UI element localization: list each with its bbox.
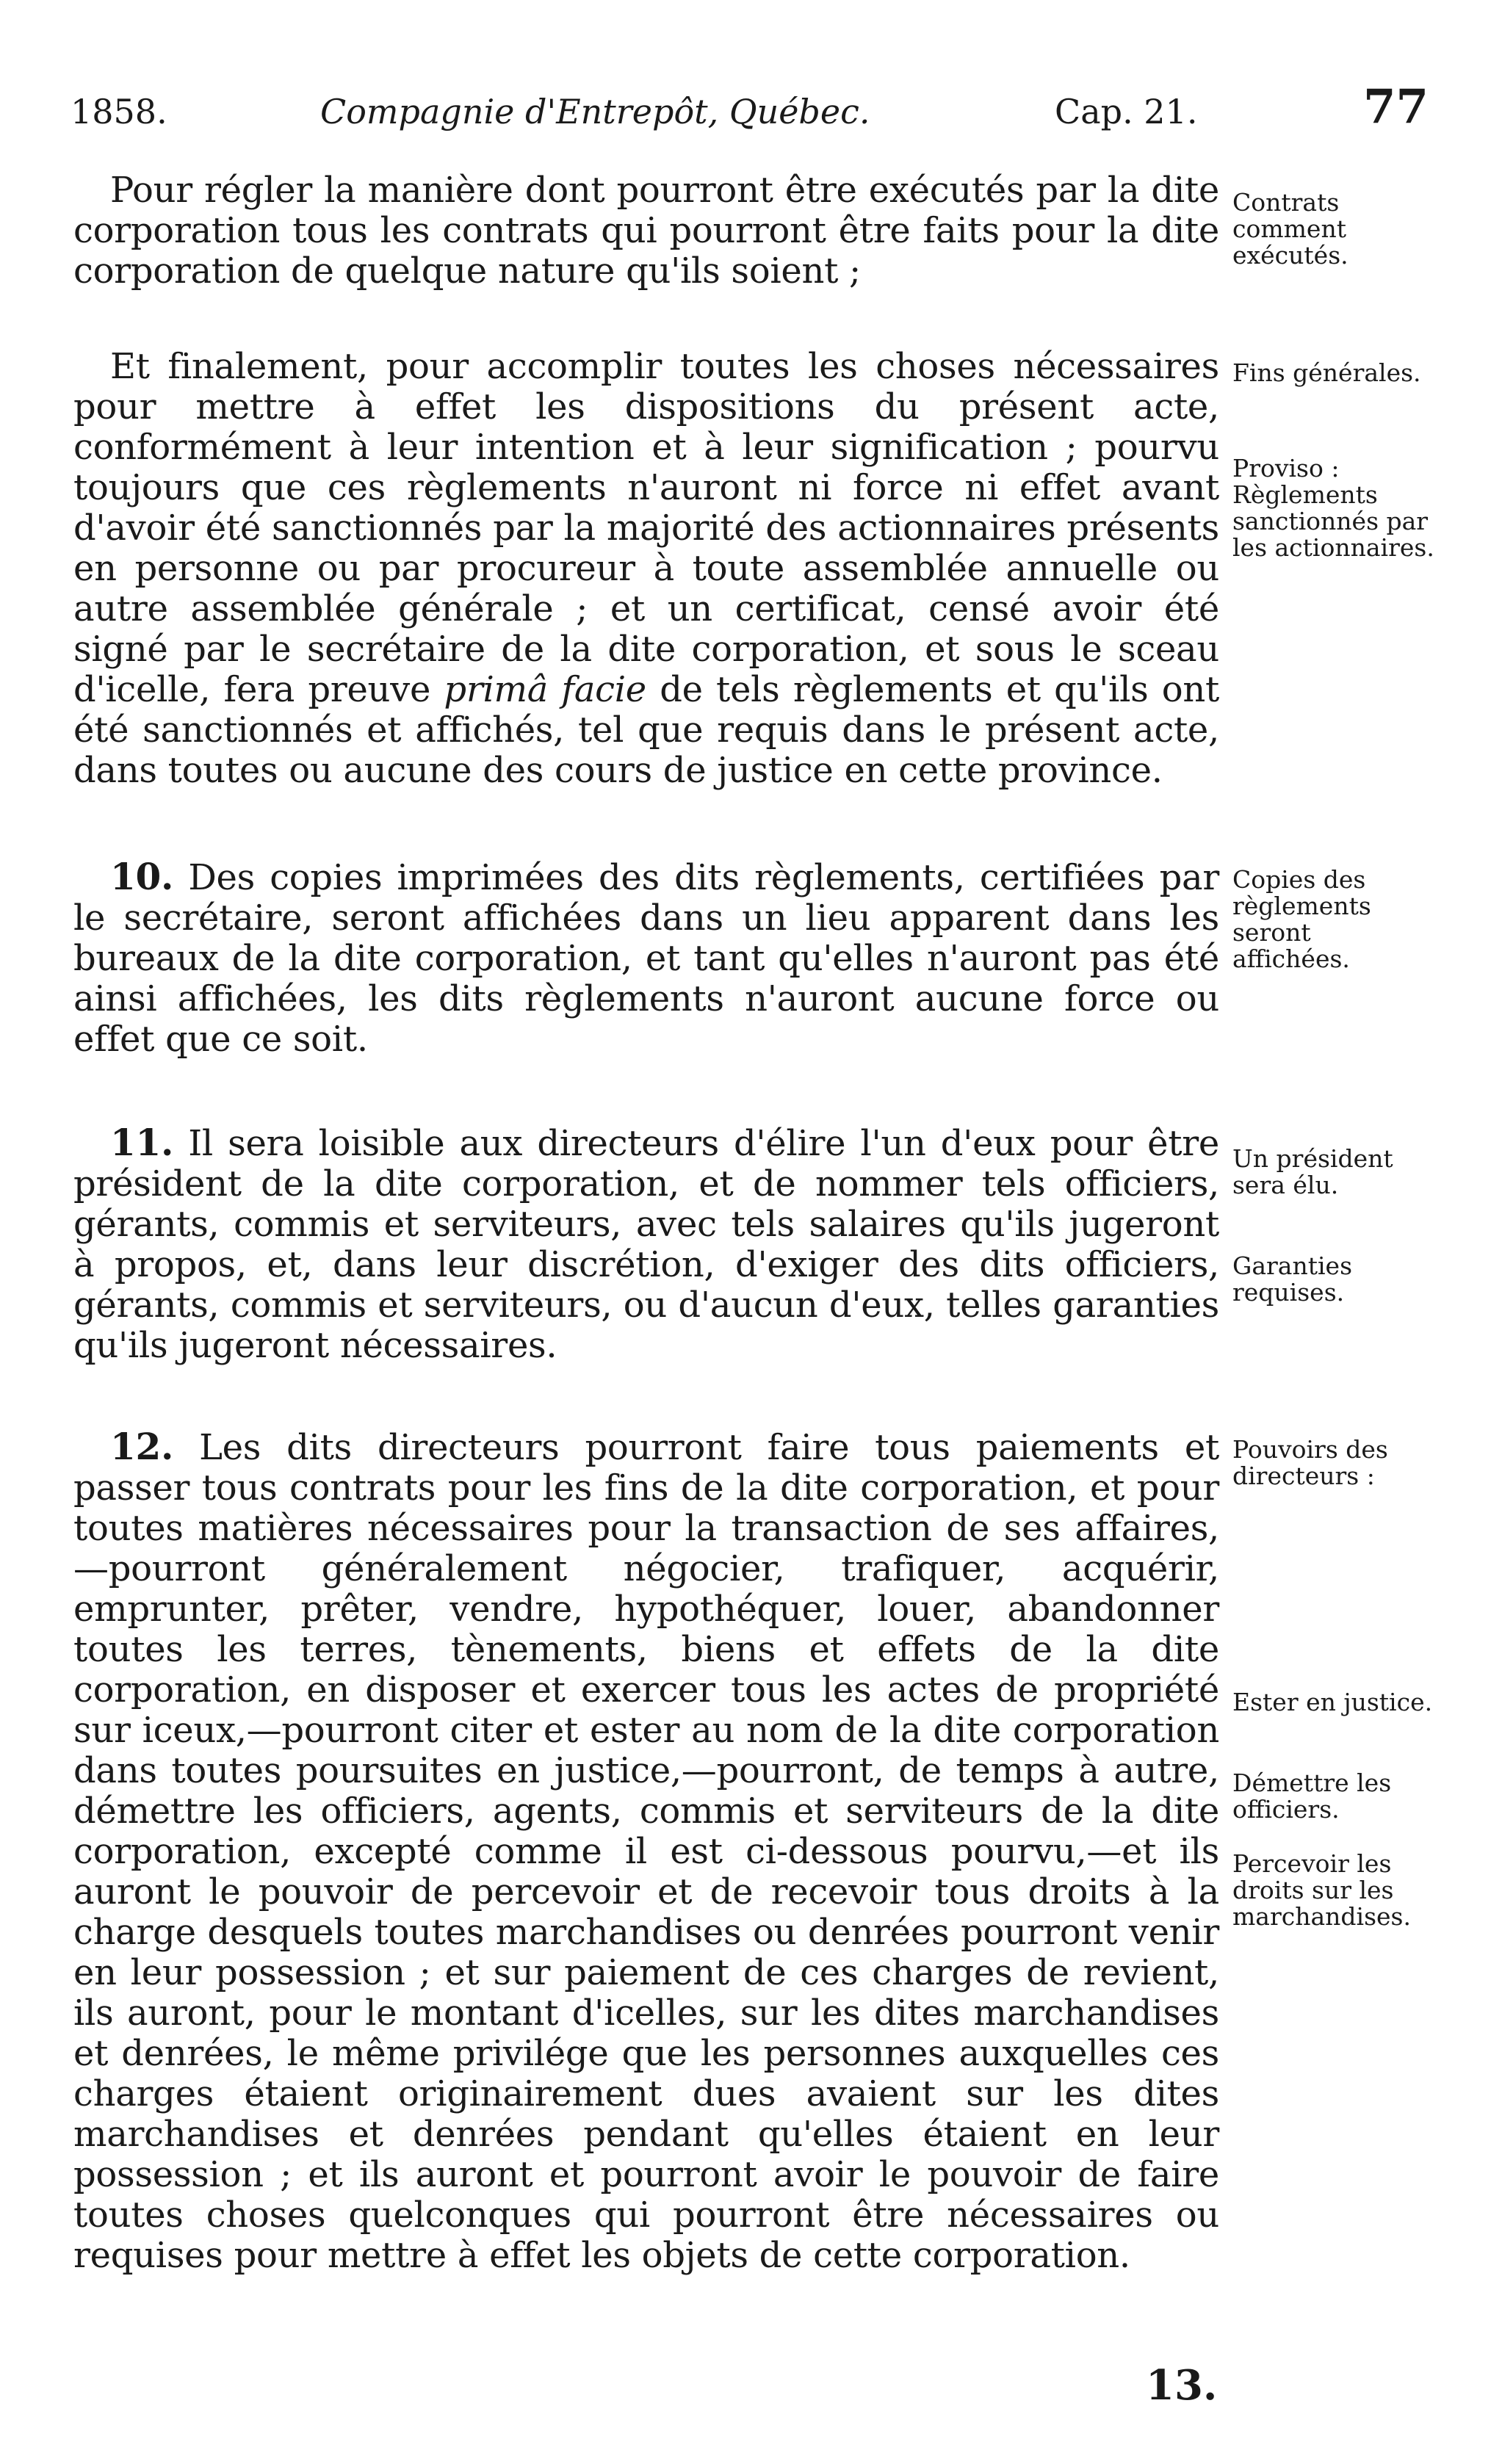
paragraph-text-part: Et finalement, pour accomplir toutes les choses nécessaires pour mettre à effet les dispositions du présent acte, conformément à leur intention et à leur signification ; pourvu toujours que ces règlements n'auront ni force ni effet avant d'avoir été sanctionnés par la majorité des actionnaires présents en personne ou par procureur à toute assemblée annuelle ou autre assemblée générale ; et un certificat, censé avoir été signé par le secrétaire de la dite corporation, et sous le sceau d'icelle, fera preuve — [73, 346, 1219, 710]
section-body: Les dits directeurs pourront faire tous paiements et passer tous contrats pour les fins de la dite corporation, et pour toutes matières nécessaires pour la transaction de ses affaires,—pourront généralement négocier, trafiquer, acquérir, emprunter, prêter, vendre, hypothéquer, louer, abandonner toutes les terres, tènements, biens et effets de la dite corporation, en disposer et exercer tous les actes de propriété sur iceux,—pourront citer et ester au nom de la dite corporation dans toutes poursuites en justice,—pourront, de temps à autre, démettre les officiers, agents, commis et serviteurs de la dite corporation, excepté comme il est ci-dessous pourvu,—et ils auront le pouvoir de percevoir et de recevoir tous droits à la charge desquels toutes marchandises ou denrées pourront venir en leur possession ; et sur paiement de ces charges de revient, ils auront, pour le montant d'icelles, sur les dites marchandises et denrées, le même privilége que les personnes auxquelles ces charges étaient originairement dues avaient sur les dites marchandises et denrées pendant qu'elles étaient en leur possession ; et ils auront et pourront avoir le pouvoir de faire toutes choses quelconques qui pourront être nécessaires ou requises pour mettre à effet les objets de cette corporation. — [73, 1427, 1219, 2276]
section-text — [73, 1122, 1219, 1366]
page-number: 77 — [1363, 79, 1429, 134]
paragraph-contracts — [73, 170, 1219, 292]
running-header — [71, 79, 1429, 141]
catchword: 13. — [1146, 2361, 1218, 2410]
paragraph-text-part: de tels règlements et qu'ils ont été sanctionnés et affichés, tel que requis dans le présent acte, dans toutes ou aucune des cours de justice en cette province. — [73, 669, 1219, 791]
section-body: Des copies imprimées des dits règlements, certifiées par le secrétaire, seront affichées dans un lieu apparent dans les bureaux de la dite corporation, et tant qu'elles n'auront pas été ainsi affichées, les dits règlements n'auront aucune force ou effet que ce soit. — [73, 857, 1219, 1060]
section-number: 11. — [110, 1121, 174, 1164]
margin-note-president: Un président sera élu. — [1232, 1144, 1393, 1199]
margin-note-legal-action: Ester en justice. — [1232, 1688, 1433, 1716]
margin-note-guarantees: Garanties requises. — [1232, 1251, 1353, 1307]
section-text — [73, 856, 1219, 1060]
header-year: 1858. — [71, 92, 167, 131]
margin-note-proviso: Proviso : Règlements sanctionnés par les actionnaires. — [1232, 454, 1434, 562]
section-10 — [73, 856, 1219, 1060]
paragraph-final-provisions — [73, 347, 1219, 791]
margin-note-dismiss-officers: Démettre les officiers. — [1232, 1768, 1392, 1824]
section-12 — [73, 1426, 1219, 2276]
section-body: Il sera loisible aux directeurs d'élire l'un d'eux pour être président de la dite corporation, et de nommer tels officiers, gérants, commis et serviteurs, avec tels salaires qu'ils jugeront à propos, et, dans leur discrétion, d'exiger des dits officiers, gérants, commis et serviteurs, ou d'aucun d'eux, telles garanties qu'ils jugeront nécessaires. — [73, 1123, 1219, 1366]
section-number: 12. — [110, 1425, 174, 1468]
latin-phrase: primâ facie — [444, 669, 646, 710]
header-chapter: Cap. 21. — [1055, 92, 1198, 131]
margin-note-director-powers: Pouvoirs des directeurs : — [1232, 1435, 1388, 1490]
section-text — [73, 1426, 1219, 2276]
margin-note-contracts: Contrats comment exécutés. — [1232, 188, 1348, 270]
margin-note-copies: Copies des règlements seront affichées. — [1232, 865, 1371, 973]
paragraph-text: Pour régler la manière dont pourront être exécutés par la dite corporation tous les contrats qui pourront être faits pour la dite corporation de quelque nature qu'ils soient ; — [73, 170, 1219, 292]
margin-note-general-purposes: Fins générales. — [1232, 358, 1421, 387]
section-number: 10. — [110, 855, 174, 898]
margin-note-collect-duties: Percevoir les droits sur les marchandises. — [1232, 1849, 1411, 1931]
header-title: Compagnie d'Entrepôt, Québec. — [320, 92, 870, 131]
section-11 — [73, 1122, 1219, 1366]
paragraph-text — [73, 347, 1219, 791]
